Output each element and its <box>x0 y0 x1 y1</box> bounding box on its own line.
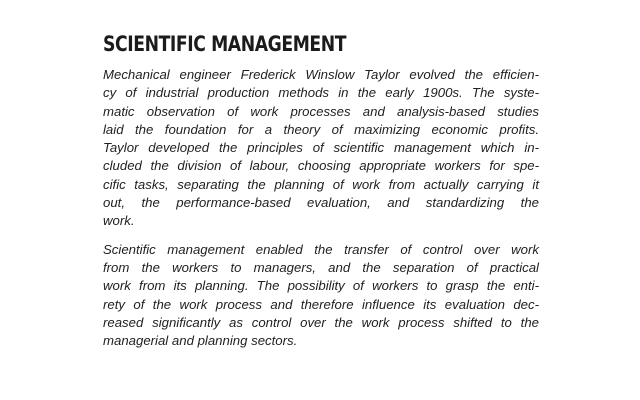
text-line: work from its planning. The possibility of workers to grasp the enti- <box>103 278 539 294</box>
body-text <box>103 66 539 350</box>
section-heading: SCIENTIFIC MANAGEMENT <box>103 32 347 56</box>
text-line: out, the performance-based evaluation, and standardizing the <box>103 195 539 211</box>
text-line: Taylor developed the principles of scientific management which in- <box>103 140 539 156</box>
paragraph-control-transfer <box>103 241 539 351</box>
text-line: reased significantly as control over the work process shifted to the <box>103 314 539 330</box>
paragraph-spacer <box>103 231 539 241</box>
paragraph-taylor-principles <box>103 66 539 231</box>
text-line: matic observation of work processes and analysis-based studies <box>103 103 539 119</box>
text-line: cific tasks, separating the planning of work from actually carrying it <box>103 176 539 192</box>
text-line: cluded the division of labour, choosing appropriate workers for spe- <box>103 158 539 174</box>
text-line: laid the foundation for a theory of maximizing economic profits. <box>103 121 539 137</box>
text-line: Scientific management enabled the transfer of control over work <box>103 241 539 257</box>
text-line: rety of the work process and therefore influence its evaluation dec- <box>103 296 539 312</box>
text-line: Mechanical engineer Frederick Winslow Taylor evolved the efficien- <box>103 67 539 82</box>
text-line: work. <box>103 213 135 229</box>
text-line: cy of industrial production methods in the early 1900s. The syste- <box>103 85 539 101</box>
text-line: managerial and planning sectors. <box>103 333 298 349</box>
text-line: from the workers to managers, and the separation of practical <box>103 259 539 275</box>
